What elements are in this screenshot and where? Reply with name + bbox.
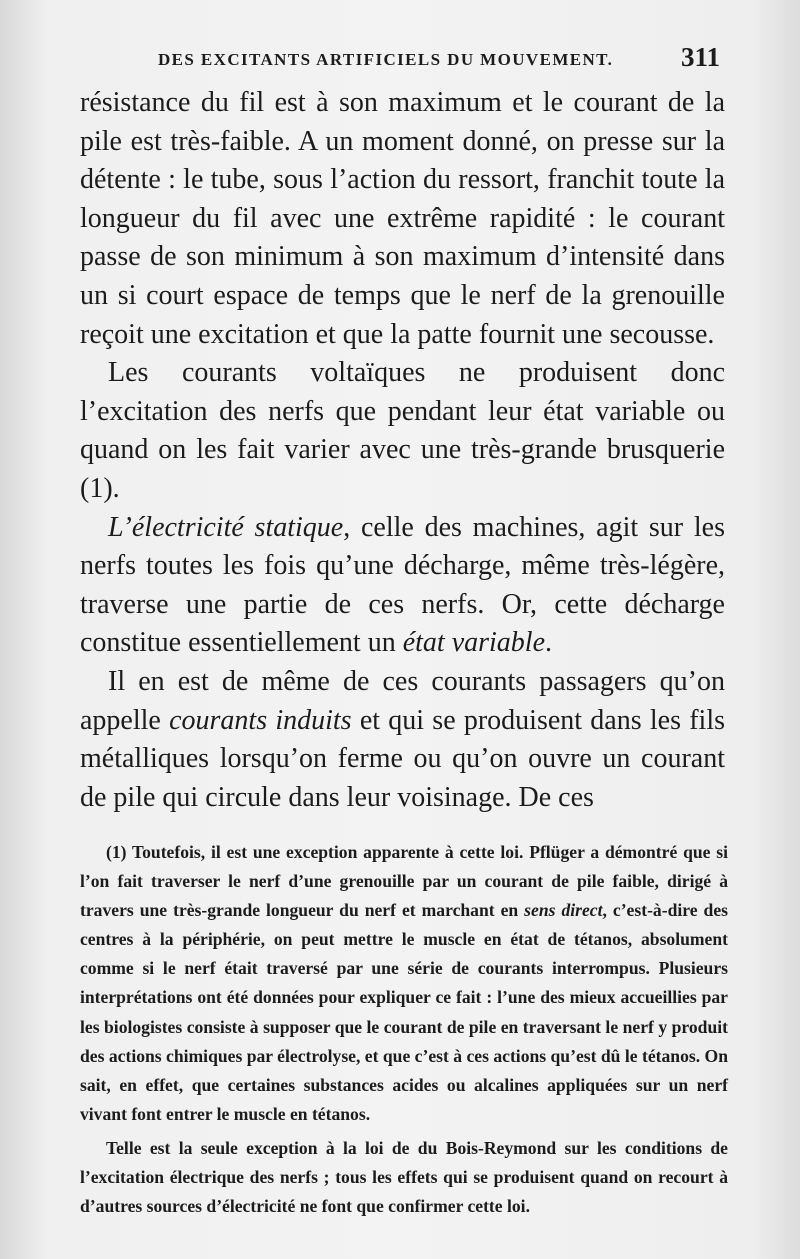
paragraph-3-end: . [545, 627, 552, 659]
footnote-1-continuation: Telle est la seule exception à la loi de du Bois-Reymond sur les conditions de l’excitation électrique des nerfs ; tous les effets qui se produisent quand on recourt à d’autres sources d’électricité ne font que confirmer cette loi. [80, 1137, 728, 1217]
footnote-1 [80, 838, 728, 1129]
paragraph-4-start: Il en est de même de ces courants passagers qu’on appelle [80, 665, 725, 736]
footnotes [80, 838, 728, 1221]
paragraph-1: résistance du fil est à son maximum et le courant de la pile est très-faible. A un moment donné, on presse sur la détente : le tube, sous l’action du ressort, franchit toute la longueur du fil avec une extrême rapidité : le courant passe de son minimum à son maximum d’intensité dans un si court espace de temps que le nerf de la grenouille reçoit une excitation et que la patte fournit une secousse. [80, 87, 725, 350]
paragraph-3-text: , celle des machines, agit sur les nerfs toutes les fois qu’une décharge, même très-légère, traverse une partie de ces nerfs. Or, cette décharge constitue essentiellement un [80, 511, 726, 659]
italic-term-induced-currents: courants induits [169, 704, 352, 736]
italic-term-direct-sense: sens direct [524, 900, 603, 921]
page-header [150, 40, 720, 80]
paragraph-2: Les courants voltaïques ne produisent donc l’excitation des nerfs que pendant leur état variable ou quand on les fait varier avec une très-grande brusquerie (1). [80, 357, 725, 504]
footnote-marker: (1) [106, 842, 127, 862]
running-head: DES EXCITANTS ARTIFICIELS DU MOUVEMENT. [158, 50, 614, 69]
page-number: 311 [680, 42, 720, 72]
paragraph-4-text: et qui se produisent dans les fils métalliques lorsqu’on ferme ou qu’on ouvre un courant de pile qui circule dans leur voisinage. De ces [80, 704, 726, 813]
paragraph-3 [80, 509, 725, 663]
footnote-1-text-a: Toutefois, il est une exception apparente à cette loi. Pflüger a démontré que si l’on fait traverser le nerf d’une grenouille par un courant de pile faible, dirigé à travers une très-grande longueur du nerf et marchant en [80, 842, 728, 921]
paragraph-4 [80, 663, 725, 817]
footnote-1-text-b: , c’est-à-dire des centres à la périphérie, on peut mettre le muscle en état de tétanos, absolument comme si le nerf était traversé par une série de courants interrompus. Plusieurs interprétations ont été données pour expliquer ce fait : l’une des mieux accueillies par les biologistes consiste à supposer que le courant de pile en traversant le nerf y produit des actions chimiques par électrolyse, et que c’est à ces actions qu’est dû le tétanos. On sait, en effet, que certaines substances acides ou alcalines appliquées sur un nerf vivant font entrer le muscle en tétanos. [80, 900, 728, 1124]
main-text [80, 84, 725, 817]
italic-term-static-electricity: L’électricité statique [108, 511, 344, 543]
italic-term-variable-state: état variable [402, 627, 545, 659]
